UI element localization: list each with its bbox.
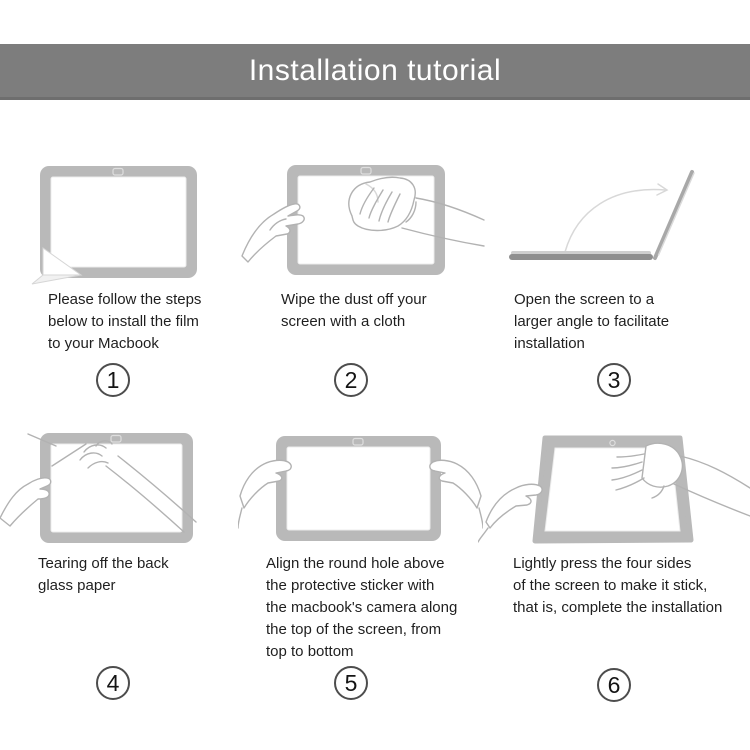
text-line: that is, complete the installation [513,599,723,616]
text-line: Lightly press the four sides [513,555,692,572]
open-laptop-angle-illustration [495,160,730,278]
step-number: 1 [106,366,120,393]
step-number: 3 [607,366,621,393]
press-four-sides-illustration [478,426,750,550]
step-4-number-badge [96,666,130,700]
text-line: larger angle to facilitate [514,313,670,330]
pressing-hand-sketch [642,443,682,487]
page-title: Installation tutorial [248,53,502,87]
step-3-description [514,289,669,355]
text-line: below to install the film [48,313,199,330]
step-1-number-badge [96,363,130,397]
text-line: the protective sticker with [266,577,435,594]
macbook-film-corner-illustration [28,160,213,286]
header-banner [0,44,750,100]
text-line: the top of the screen, from [266,621,442,638]
text-line: the macbook's camera along [266,599,458,616]
step-5-description [266,553,457,663]
open-motion-arrow [565,190,665,252]
step-6-description [513,553,722,619]
text-line: of the screen to make it stick, [513,577,708,594]
text-line: installation [514,335,585,352]
text-line: Tearing off the back [38,555,169,572]
step-3-number-badge [597,363,631,397]
text-line: Wipe the dust off your [281,291,427,308]
step-5-number-badge [334,666,368,700]
step-number: 2 [344,366,358,393]
text-line: screen with a cloth [281,313,406,330]
text-line: to your Macbook [48,335,159,352]
left-hand-sketch [486,484,542,528]
wipe-screen-cloth-illustration [240,158,485,286]
step-1-description [48,289,201,355]
step-number: 4 [106,669,120,696]
text-line: glass paper [38,577,116,594]
step-6-number-badge [597,668,631,702]
step-number: 6 [607,671,621,698]
arm-sketch [680,456,750,488]
step-4-description [38,553,169,597]
step-number: 5 [344,669,358,696]
text-line: Please follow the steps [48,291,202,308]
step-2-number-badge [334,363,368,397]
tear-back-paper-illustration [0,426,245,550]
step-2-description [281,289,427,333]
text-line: Open the screen to a [514,291,655,308]
text-line: Align the round hole above [266,555,445,572]
align-film-camera-illustration [238,426,483,550]
text-line: top to bottom [266,643,354,660]
